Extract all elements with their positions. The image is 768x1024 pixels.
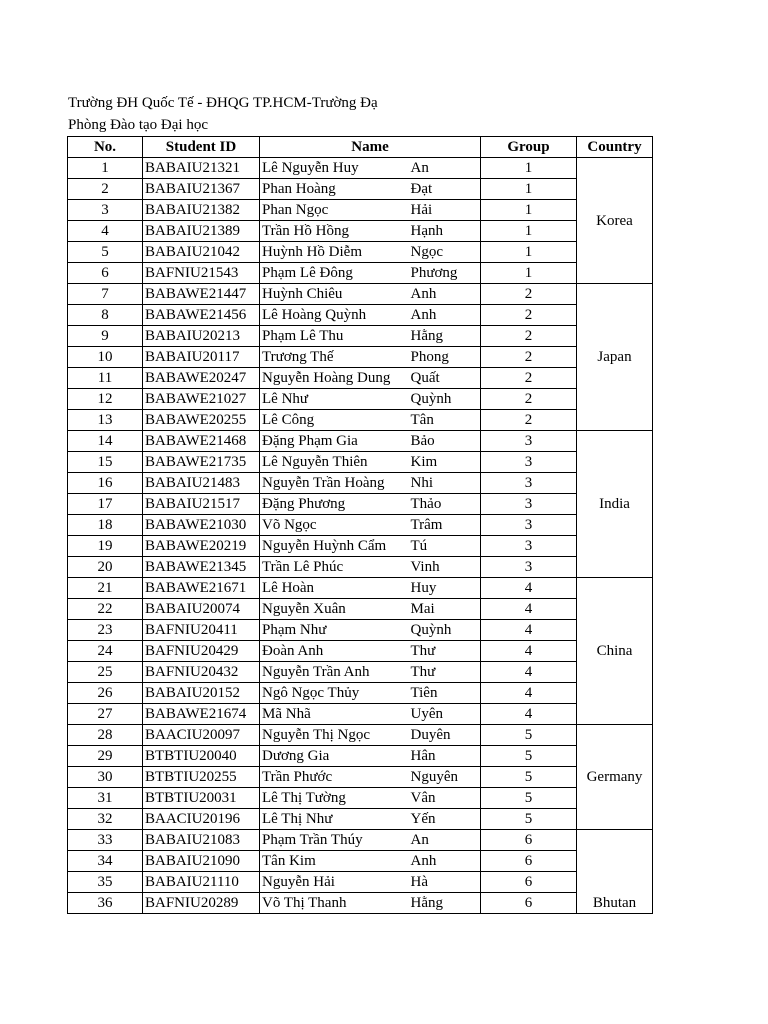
table-row [68, 536, 653, 557]
group-number: 2 [481, 347, 577, 368]
student-table [67, 136, 653, 914]
student-last-name: Trương Thế [260, 347, 409, 368]
table-row [68, 725, 653, 746]
country-cell: China [577, 578, 653, 725]
table-row [68, 284, 653, 305]
table-row [68, 494, 653, 515]
group-number: 4 [481, 641, 577, 662]
group-number: 6 [481, 851, 577, 872]
row-number: 5 [68, 242, 143, 263]
table-row [68, 767, 653, 788]
table-row [68, 578, 653, 599]
row-number: 26 [68, 683, 143, 704]
student-first-name: Quỳnh [409, 389, 481, 410]
group-number: 5 [481, 788, 577, 809]
student-last-name: Huỳnh Hồ Diễm [260, 242, 409, 263]
group-number: 3 [481, 473, 577, 494]
student-first-name: Thư [409, 662, 481, 683]
student-first-name: Tú [409, 536, 481, 557]
student-id: BABAIU21367 [143, 179, 260, 200]
student-first-name: Bảo [409, 431, 481, 452]
student-id: BABAWE21456 [143, 305, 260, 326]
group-number: 1 [481, 221, 577, 242]
group-number: 3 [481, 494, 577, 515]
student-last-name: Phan Ngọc [260, 200, 409, 221]
row-number: 4 [68, 221, 143, 242]
group-number: 3 [481, 536, 577, 557]
student-last-name: Trần Phước [260, 767, 409, 788]
student-first-name: Yến [409, 809, 481, 830]
group-number: 1 [481, 158, 577, 179]
group-number: 3 [481, 452, 577, 473]
table-row [68, 347, 653, 368]
student-id: BABAWE20219 [143, 536, 260, 557]
student-last-name: Nguyễn Hoàng Dung [260, 368, 409, 389]
table-row [68, 515, 653, 536]
table-row [68, 788, 653, 809]
row-number: 2 [68, 179, 143, 200]
table-header-row [68, 137, 653, 158]
student-first-name: Trâm [409, 515, 481, 536]
row-number: 11 [68, 368, 143, 389]
student-last-name: Lê Nguyễn Huy [260, 158, 409, 179]
row-number: 28 [68, 725, 143, 746]
group-number: 4 [481, 620, 577, 641]
group-number: 4 [481, 662, 577, 683]
row-number: 36 [68, 893, 143, 914]
table-row [68, 809, 653, 830]
student-last-name: Võ Thị Thanh [260, 893, 409, 914]
row-number: 18 [68, 515, 143, 536]
group-number: 1 [481, 179, 577, 200]
column-header-country: Country [577, 137, 653, 158]
table-row [68, 431, 653, 452]
group-number: 1 [481, 263, 577, 284]
student-id: BABAWE20255 [143, 410, 260, 431]
group-number: 1 [481, 242, 577, 263]
student-id: BAFNIU20289 [143, 893, 260, 914]
student-id: BABAIU21483 [143, 473, 260, 494]
row-number: 8 [68, 305, 143, 326]
student-last-name: Nguyễn Trần Hoàng [260, 473, 409, 494]
group-number: 4 [481, 683, 577, 704]
student-first-name: Đạt [409, 179, 481, 200]
row-number: 24 [68, 641, 143, 662]
student-first-name: Vinh [409, 557, 481, 578]
row-number: 25 [68, 662, 143, 683]
student-last-name: Đặng Phạm Gia [260, 431, 409, 452]
student-last-name: Phạm Như [260, 620, 409, 641]
row-number: 27 [68, 704, 143, 725]
row-number: 31 [68, 788, 143, 809]
group-number: 4 [481, 578, 577, 599]
student-first-name: Hằng [409, 326, 481, 347]
row-number: 35 [68, 872, 143, 893]
group-number: 5 [481, 809, 577, 830]
student-id: BABAIU21083 [143, 830, 260, 851]
student-first-name: Nguyên [409, 767, 481, 788]
column-header-student-id: Student ID [143, 137, 260, 158]
row-number: 13 [68, 410, 143, 431]
student-last-name: Lê Nguyễn Thiên [260, 452, 409, 473]
student-id: BTBTIU20031 [143, 788, 260, 809]
student-first-name: Tiên [409, 683, 481, 704]
group-number: 6 [481, 830, 577, 851]
table-row [68, 893, 653, 914]
student-last-name: Võ Ngọc [260, 515, 409, 536]
student-first-name: Hân [409, 746, 481, 767]
row-number: 15 [68, 452, 143, 473]
table-row [68, 200, 653, 221]
row-number: 9 [68, 326, 143, 347]
table-row [68, 305, 653, 326]
student-first-name: Huy [409, 578, 481, 599]
row-number: 23 [68, 620, 143, 641]
student-id: BABAIU21382 [143, 200, 260, 221]
table-row [68, 599, 653, 620]
student-id: BTBTIU20255 [143, 767, 260, 788]
student-first-name: Anh [409, 305, 481, 326]
group-number: 2 [481, 368, 577, 389]
row-number: 20 [68, 557, 143, 578]
group-number: 3 [481, 557, 577, 578]
student-id: BABAIU21389 [143, 221, 260, 242]
student-last-name: Phạm Trần Thúy [260, 830, 409, 851]
student-last-name: Nguyễn Hải [260, 872, 409, 893]
column-header-no: No. [68, 137, 143, 158]
row-number: 14 [68, 431, 143, 452]
table-row [68, 221, 653, 242]
row-number: 34 [68, 851, 143, 872]
student-id: BABAIU20117 [143, 347, 260, 368]
student-id: BABAWE21027 [143, 389, 260, 410]
student-id: BAACIU20097 [143, 725, 260, 746]
student-last-name: Mã Nhã [260, 704, 409, 725]
table-row [68, 452, 653, 473]
student-id: BAACIU20196 [143, 809, 260, 830]
table-row [68, 158, 653, 179]
student-id: BABAWE21735 [143, 452, 260, 473]
row-number: 6 [68, 263, 143, 284]
student-id: BABAIU21321 [143, 158, 260, 179]
table-row [68, 326, 653, 347]
student-last-name: Nguyễn Thị Ngọc [260, 725, 409, 746]
student-first-name: Hằng [409, 893, 481, 914]
table-row [68, 389, 653, 410]
table-row [68, 557, 653, 578]
student-last-name: Đặng Phương [260, 494, 409, 515]
student-last-name: Dương Gia [260, 746, 409, 767]
student-last-name: Phan Hoàng [260, 179, 409, 200]
student-id: BABAWE20247 [143, 368, 260, 389]
student-first-name: Thảo [409, 494, 481, 515]
table-row [68, 746, 653, 767]
student-last-name: Phạm Lê Đông [260, 263, 409, 284]
table-row [68, 179, 653, 200]
student-first-name: Phong [409, 347, 481, 368]
student-last-name: Lê Công [260, 410, 409, 431]
table-row [68, 851, 653, 872]
country-cell: Germany [577, 725, 653, 830]
student-first-name: Duyên [409, 725, 481, 746]
student-id: BABAWE21447 [143, 284, 260, 305]
column-header-name: Name [260, 137, 481, 158]
student-last-name: Trần Hồ Hồng [260, 221, 409, 242]
row-number: 32 [68, 809, 143, 830]
group-number: 2 [481, 389, 577, 410]
student-first-name: Phương [409, 263, 481, 284]
row-number: 21 [68, 578, 143, 599]
student-first-name: Uyên [409, 704, 481, 725]
table-row [68, 830, 653, 851]
table-row [68, 263, 653, 284]
student-last-name: Tân Kim [260, 851, 409, 872]
student-last-name: Nguyễn Xuân [260, 599, 409, 620]
group-number: 4 [481, 599, 577, 620]
group-number: 5 [481, 746, 577, 767]
student-id: BAFNIU20411 [143, 620, 260, 641]
student-first-name: Hạnh [409, 221, 481, 242]
group-number: 5 [481, 725, 577, 746]
row-number: 29 [68, 746, 143, 767]
student-first-name: An [409, 158, 481, 179]
table-row [68, 641, 653, 662]
table-row [68, 662, 653, 683]
row-number: 10 [68, 347, 143, 368]
student-last-name: Lê Như [260, 389, 409, 410]
group-number: 6 [481, 893, 577, 914]
row-number: 7 [68, 284, 143, 305]
group-number: 2 [481, 284, 577, 305]
student-first-name: Quất [409, 368, 481, 389]
country-cell: India [577, 431, 653, 578]
student-first-name: Mai [409, 599, 481, 620]
school-name: Trường ĐH Quốc Tế - ĐHQG TP.HCM-Trường Đạ [68, 95, 378, 111]
student-id: BABAWE21674 [143, 704, 260, 725]
group-number: 3 [481, 431, 577, 452]
student-id: BABAIU21110 [143, 872, 260, 893]
student-id: BABAIU21042 [143, 242, 260, 263]
student-first-name: Quỳnh [409, 620, 481, 641]
country-cell: Korea [577, 158, 653, 284]
group-number: 3 [481, 515, 577, 536]
row-number: 1 [68, 158, 143, 179]
student-last-name: Đoàn Anh [260, 641, 409, 662]
group-number: 6 [481, 872, 577, 893]
student-id: BTBTIU20040 [143, 746, 260, 767]
row-number: 12 [68, 389, 143, 410]
office-name: Phòng Đào tạo Đại học [68, 117, 208, 133]
table-row [68, 872, 653, 893]
student-first-name: Anh [409, 284, 481, 305]
student-first-name: Hà [409, 872, 481, 893]
student-last-name: Lê Thị Như [260, 809, 409, 830]
group-number: 2 [481, 410, 577, 431]
student-last-name: Lê Hoàng Quỳnh [260, 305, 409, 326]
group-number: 5 [481, 767, 577, 788]
student-id: BABAWE21468 [143, 431, 260, 452]
table-body [68, 158, 653, 914]
student-first-name: Kim [409, 452, 481, 473]
student-id: BABAIU20074 [143, 599, 260, 620]
student-first-name: Hải [409, 200, 481, 221]
student-first-name: Thư [409, 641, 481, 662]
student-id: BABAIU20152 [143, 683, 260, 704]
student-last-name: Lê Thị Tường [260, 788, 409, 809]
student-id: BAFNIU20432 [143, 662, 260, 683]
student-id: BAFNIU20429 [143, 641, 260, 662]
column-header-group: Group [481, 137, 577, 158]
table-row [68, 704, 653, 725]
student-first-name: Anh [409, 851, 481, 872]
row-number: 16 [68, 473, 143, 494]
group-number: 4 [481, 704, 577, 725]
student-last-name: Trần Lê Phúc [260, 557, 409, 578]
row-number: 3 [68, 200, 143, 221]
student-first-name: An [409, 830, 481, 851]
row-number: 22 [68, 599, 143, 620]
row-number: 17 [68, 494, 143, 515]
student-first-name: Vân [409, 788, 481, 809]
group-number: 1 [481, 200, 577, 221]
table-row [68, 473, 653, 494]
student-id: BABAIU21090 [143, 851, 260, 872]
table-row [68, 683, 653, 704]
group-number: 2 [481, 326, 577, 347]
student-id: BABAWE21030 [143, 515, 260, 536]
student-id: BAFNIU21543 [143, 263, 260, 284]
table-row [68, 620, 653, 641]
student-id: BABAWE21671 [143, 578, 260, 599]
table-row [68, 242, 653, 263]
student-first-name: Nhi [409, 473, 481, 494]
row-number: 19 [68, 536, 143, 557]
group-number: 2 [481, 305, 577, 326]
student-id: BABAIU21517 [143, 494, 260, 515]
country-cell: Japan [577, 284, 653, 431]
table-row [68, 410, 653, 431]
student-last-name: Nguyễn Trần Anh [260, 662, 409, 683]
student-last-name: Phạm Lê Thu [260, 326, 409, 347]
student-last-name: Lê Hoàn [260, 578, 409, 599]
row-number: 33 [68, 830, 143, 851]
student-last-name: Ngô Ngọc Thủy [260, 683, 409, 704]
table-row [68, 368, 653, 389]
student-last-name: Nguyễn Huỳnh Cẩm [260, 536, 409, 557]
student-last-name: Huỳnh Chiêu [260, 284, 409, 305]
country-cell: Bhutan [577, 830, 653, 914]
student-id: BABAWE21345 [143, 557, 260, 578]
student-id: BABAIU20213 [143, 326, 260, 347]
student-first-name: Ngọc [409, 242, 481, 263]
student-first-name: Tân [409, 410, 481, 431]
row-number: 30 [68, 767, 143, 788]
